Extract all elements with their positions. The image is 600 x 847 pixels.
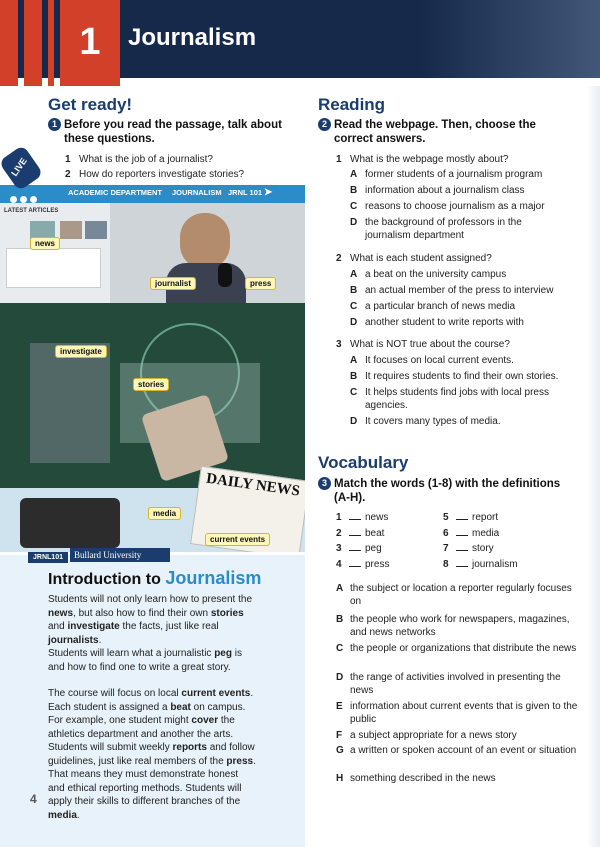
task-number-badge: 3: [318, 477, 331, 490]
header-red-stripe: [48, 0, 54, 86]
paragraph-text: , but also how to find their own: [73, 607, 211, 619]
vocab-tag-stories: stories: [133, 378, 169, 391]
vocabulary-word[interactable]: 2 beat: [336, 527, 385, 539]
answer-blank[interactable]: [456, 511, 468, 520]
reading-question: 3 What is NOT true about the course?: [336, 339, 510, 350]
cursor-icon: ➤: [264, 187, 273, 198]
task-number-badge: 1: [48, 118, 61, 131]
intro-paragraph: [48, 647, 256, 674]
answer-blank[interactable]: [349, 558, 361, 567]
paragraph-text: Students will learn what a journalistic: [48, 648, 215, 659]
paragraph-text: is and how to find one to write a great story.: [48, 648, 242, 673]
task-number-badge: 2: [318, 118, 331, 131]
page-edge: [586, 86, 600, 847]
chapter-title: Journalism: [128, 24, 257, 51]
page-number: 4: [30, 792, 37, 806]
answer-blank[interactable]: [349, 511, 361, 520]
vocabulary-word[interactable]: 1 news: [336, 512, 389, 523]
nav-item: ACADEMIC DEPARTMENT: [68, 188, 163, 197]
live-microphone-icon: LIVE: [0, 150, 40, 200]
vocabulary-word[interactable]: 8 journalism: [443, 558, 518, 570]
answer-blank[interactable]: [456, 527, 468, 536]
vocab-word-highlight: press: [226, 755, 254, 767]
vocabulary-word[interactable]: 7 story: [443, 543, 494, 554]
webpage-collage: [0, 185, 305, 552]
intro-paragraph: [48, 687, 256, 822]
paragraph-text: on campus. For example, one student might: [48, 701, 246, 726]
reading-question: 1 What is the webpage mostly about?: [336, 154, 509, 165]
paragraph-text: .: [76, 809, 80, 821]
instruction-line: these questions.: [64, 133, 155, 145]
header-gradient: [420, 0, 600, 78]
vocab-word-highlight: reports: [172, 742, 207, 753]
vocab-word-highlight: news: [48, 607, 74, 619]
newspaper: DAILY NEWS: [190, 466, 305, 552]
paragraph-text: and: [48, 621, 68, 632]
vocab-word-highlight: media: [48, 809, 77, 821]
journalist-photo: [110, 203, 305, 305]
reading-heading: Reading: [318, 95, 386, 114]
answer-blank[interactable]: [349, 542, 361, 551]
vocabulary-heading: Vocabulary: [318, 453, 409, 472]
webpage-nav-bar: [0, 185, 305, 203]
vocab-tag-press: press: [245, 277, 276, 290]
paragraph-text: The course will focus on local: [48, 688, 182, 699]
instruction-line: Before you read the passage, talk about: [64, 119, 282, 131]
paragraph-text: the facts, just like real: [119, 621, 219, 632]
vocab-word-highlight: stories: [210, 607, 244, 619]
paragraph-text: .: [98, 634, 102, 646]
vocab-word-highlight: current events: [181, 688, 251, 699]
answer-blank[interactable]: [349, 527, 361, 536]
nav-item: JRNL 101: [228, 188, 263, 197]
university-name: Bullard University: [70, 548, 170, 562]
answer-blank[interactable]: [456, 542, 468, 551]
course-code-tab: JRNL101: [28, 552, 68, 563]
vocab-tag-investigate: investigate: [55, 345, 107, 358]
header-red-stripe: [0, 0, 18, 86]
chapter-header: [0, 0, 600, 86]
get-ready-instruction: [48, 118, 288, 146]
vocab-word-highlight: cover: [191, 715, 219, 726]
vocabulary-word[interactable]: 6 media: [443, 527, 500, 539]
vocab-tag-news: news: [30, 237, 60, 250]
chapter-number: 1: [60, 0, 120, 86]
question-item: 1 What is the job of a journalist?: [65, 154, 213, 165]
paragraph-text: . That means they must demonstrate honest and ethical reporting methods. Students will apply their skills to different branches of the: [48, 755, 256, 807]
reading-instruction: 2 Read the webpage. Then, choose the correct answers.: [318, 118, 578, 146]
vocab-word-highlight: peg: [214, 648, 232, 659]
vocab-tag-current-events: current events: [205, 533, 270, 546]
paragraph-text: . Each student is assigned a: [48, 688, 254, 713]
paragraph-text: the athletics department and another the arts. Students will submit weekly: [48, 715, 235, 753]
intro-title: Introduction to Journalism: [48, 568, 262, 588]
paragraph-text: and follow guidelines, just like real members of the: [48, 742, 255, 767]
vocab-tag-media: media: [148, 507, 181, 520]
latest-articles-image: LATEST ARTICLES: [0, 203, 110, 303]
header-red-stripe: [24, 0, 42, 86]
paragraph-text: Students will not only learn how to present the: [48, 594, 253, 605]
reading-question: 2 What is each student assigned?: [336, 253, 492, 264]
vocabulary-instruction: 3 Match the words (1-8) with the definitions (A-H).: [318, 477, 583, 505]
answer-blank[interactable]: [456, 558, 468, 567]
tablet-technology-photo: [0, 303, 305, 488]
vocabulary-word[interactable]: 4 press: [336, 558, 390, 570]
nav-item: JOURNALISM: [172, 188, 222, 197]
question-item: 2 How do reporters investigate stories?: [65, 169, 245, 180]
get-ready-heading: Get ready!: [48, 95, 133, 114]
vocabulary-word[interactable]: 5 report: [443, 512, 499, 523]
vocabulary-word[interactable]: 3 peg: [336, 543, 382, 554]
vocab-word-highlight: beat: [170, 701, 191, 713]
vocab-word-highlight: journalists: [48, 634, 99, 646]
vocab-word-highlight: investigate: [67, 621, 120, 632]
vocab-tag-journalist: journalist: [150, 277, 196, 290]
intro-paragraph: [48, 593, 256, 647]
